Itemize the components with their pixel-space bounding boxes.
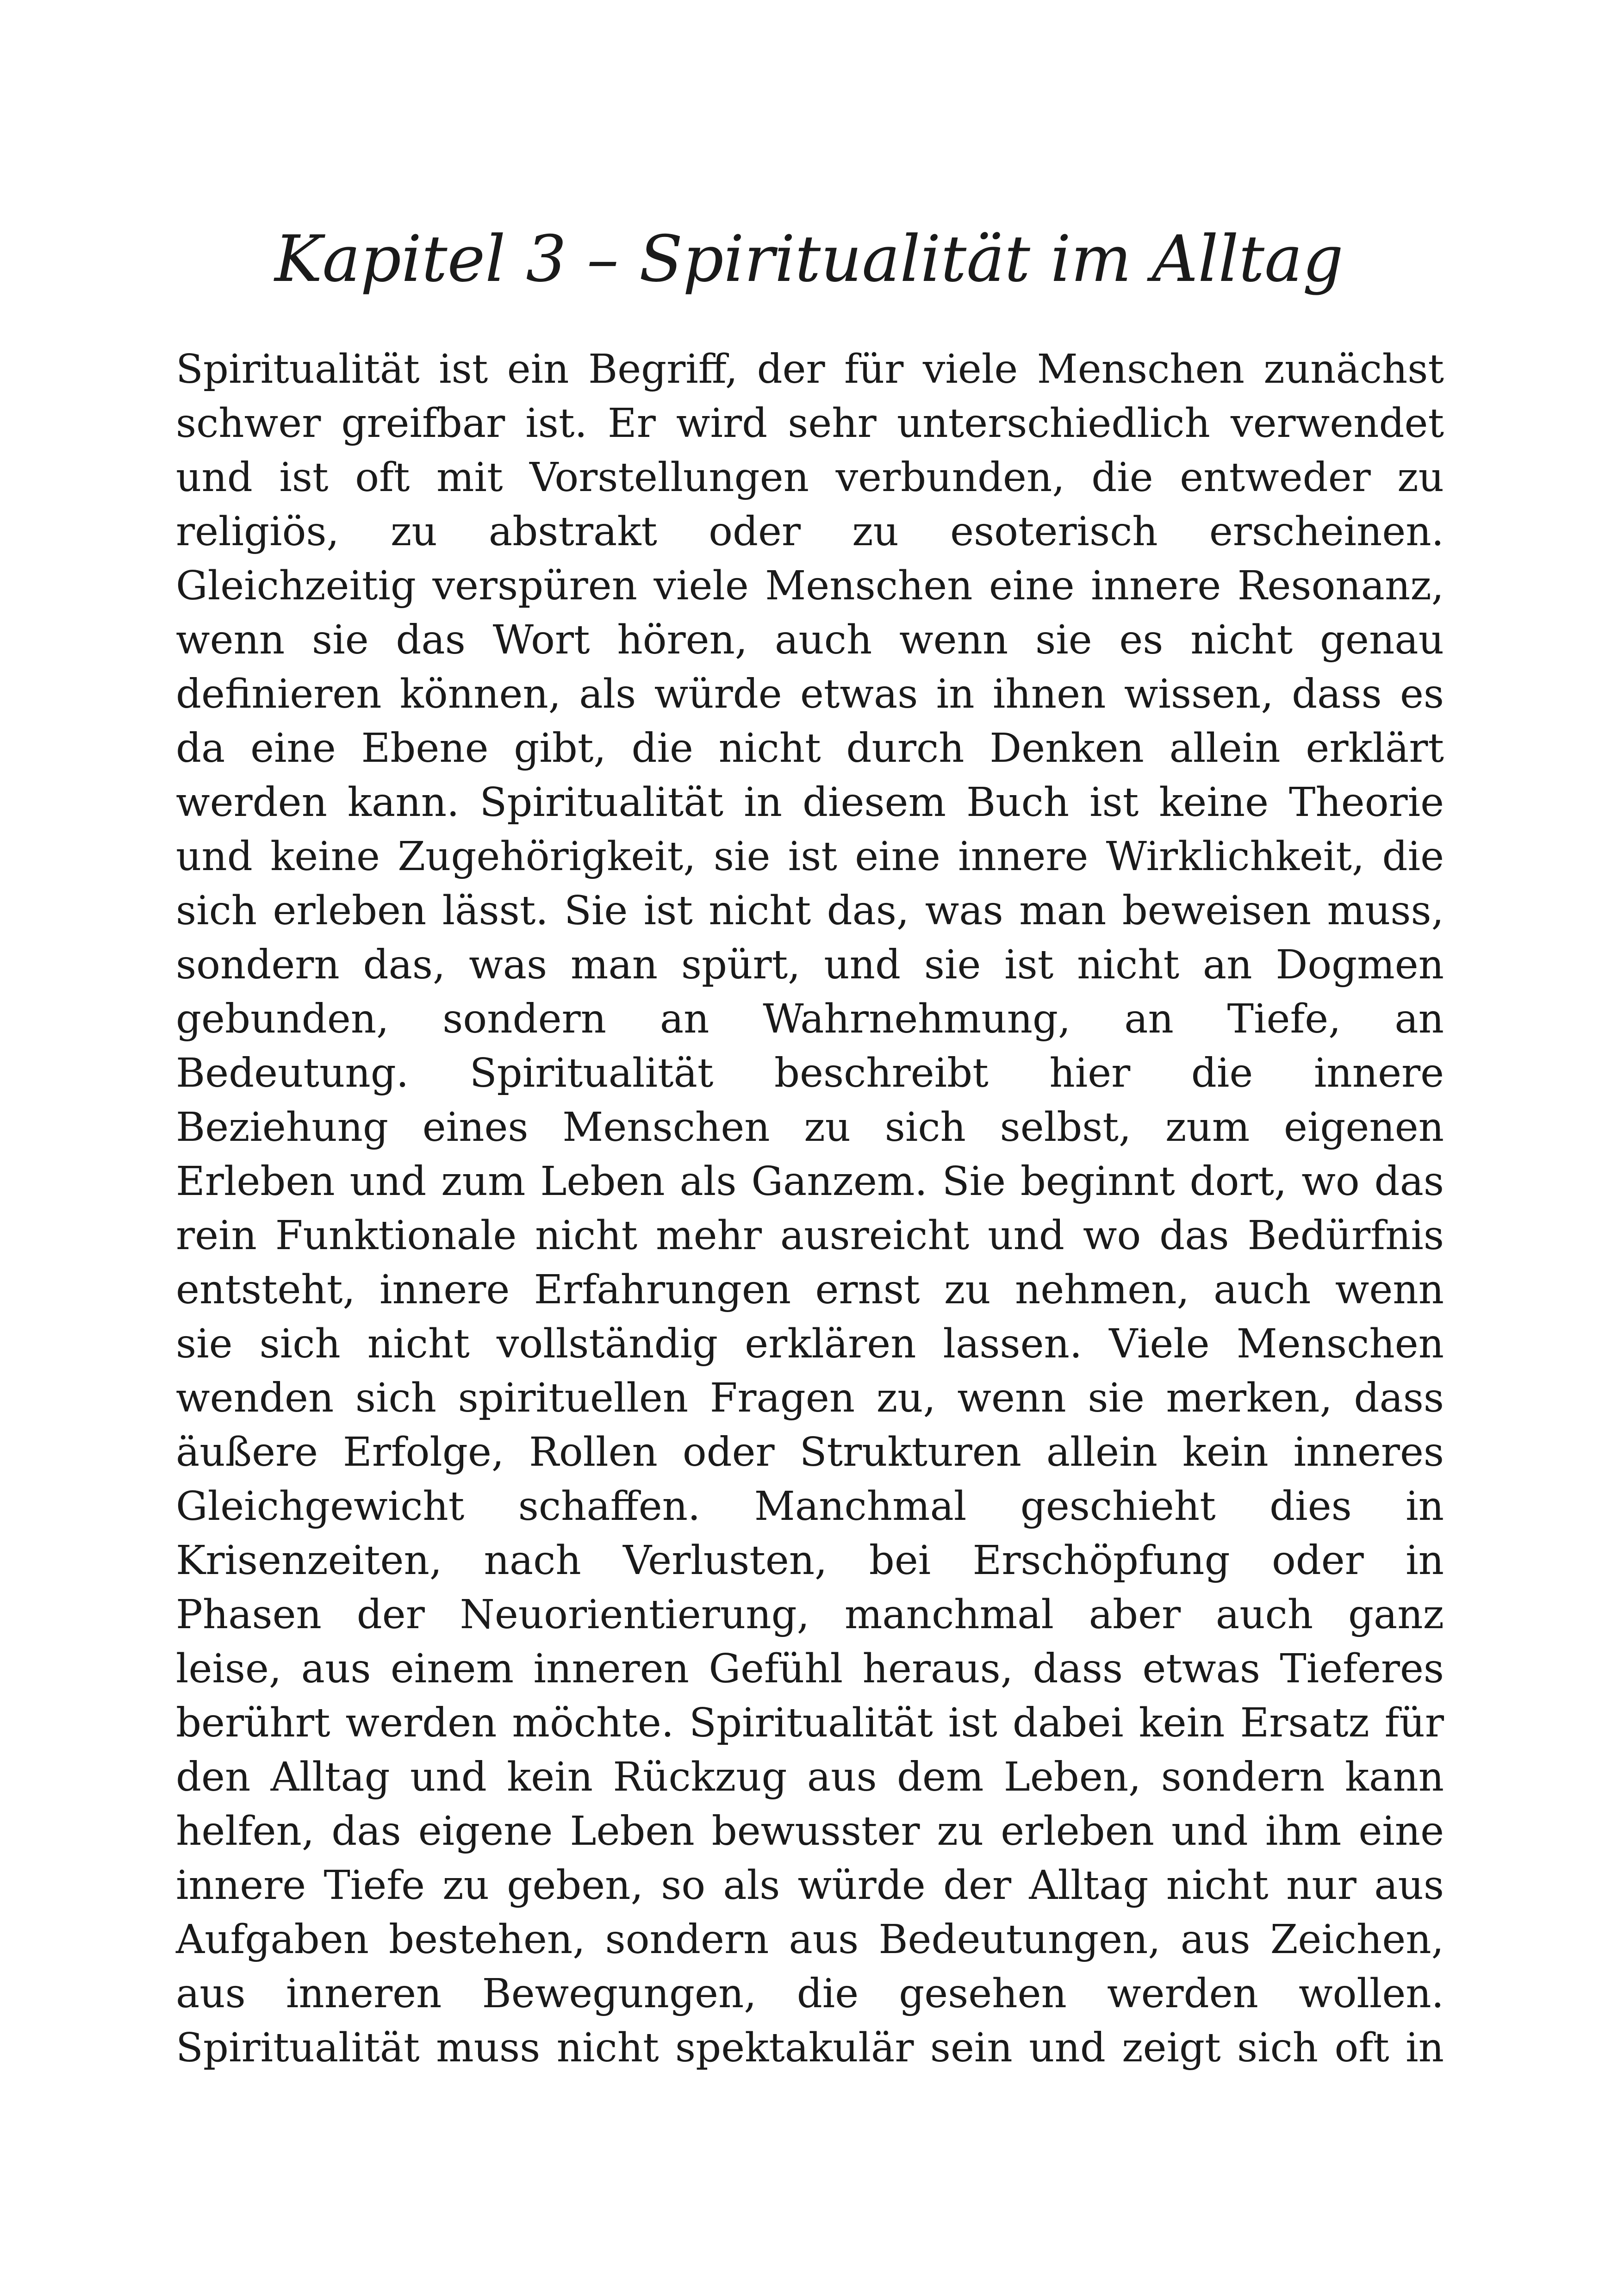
text-line: werden kann. Spiritualität in diesem Buch ist keine Theorie xyxy=(176,779,1444,826)
text-line: rein Funktionale nicht mehr ausreicht und wo das Bedürfnis xyxy=(176,1213,1444,1259)
text-line: Phasen der Neuorientierung, manchmal aber auch ganz xyxy=(176,1592,1444,1638)
text-line: äußere Erfolge, Rollen oder Strukturen allein kein inneres xyxy=(176,1429,1444,1475)
text-line: wenden sich spirituellen Fragen zu, wenn sie merken, dass xyxy=(176,1375,1444,1421)
text-line: aus inneren Bewegungen, die gesehen werden wollen. xyxy=(176,1971,1444,2017)
text-line: Gleichgewicht schaffen. Manchmal geschieht dies in xyxy=(176,1483,1444,1530)
text-line: schwer greifbar ist. Er wird sehr unterschiedlich verwendet xyxy=(176,400,1444,447)
text-line: entsteht, innere Erfahrungen ernst zu nehmen, auch wenn xyxy=(176,1267,1444,1313)
text-line: religiös, zu abstrakt oder zu esoterisch erscheinen. xyxy=(176,509,1444,555)
text-line: und keine Zugehörigkeit, sie ist eine innere Wirklichkeit, die xyxy=(176,834,1444,880)
text-line: helfen, das eigene Leben bewusster zu erleben und ihm eine xyxy=(176,1808,1444,1854)
text-line: Krisenzeiten, nach Verlusten, bei Erschöpfung oder in xyxy=(176,1537,1444,1584)
body-paragraph xyxy=(176,342,1444,2075)
text-line: Erleben und zum Leben als Ganzem. Sie beginnt dort, wo das xyxy=(176,1158,1444,1205)
text-line: leise, aus einem inneren Gefühl heraus, dass etwas Tieferes xyxy=(176,1646,1444,1692)
text-line: da eine Ebene gibt, die nicht durch Denken allein erklärt xyxy=(176,725,1444,772)
chapter-title: Kapitel 3 – Spiritualität im Alltag xyxy=(274,222,1344,296)
text-line: den Alltag und kein Rückzug aus dem Leben, sondern kann xyxy=(176,1754,1444,1800)
text-line: sich erleben lässt. Sie ist nicht das, was man beweisen muss, xyxy=(176,888,1444,934)
text-line: Aufgaben bestehen, sondern aus Bedeutungen, aus Zeichen, xyxy=(176,1916,1444,1963)
text-line: Bedeutung. Spiritualität beschreibt hier die innere xyxy=(176,1050,1444,1096)
text-line: sie sich nicht vollständig erklären lassen. Viele Menschen xyxy=(176,1321,1444,1367)
text-line: definieren können, als würde etwas in ihnen wissen, dass es xyxy=(176,671,1444,717)
text-line: und ist oft mit Vorstellungen verbunden, die entweder zu xyxy=(176,454,1444,501)
text-line: Spiritualität ist ein Begriff, der für viele Menschen zunächst xyxy=(176,346,1444,392)
text-line: berührt werden möchte. Spiritualität ist dabei kein Ersatz für xyxy=(176,1700,1444,1746)
text-line: sondern das, was man spürt, und sie ist nicht an Dogmen xyxy=(176,942,1444,988)
text-line: wenn sie das Wort hören, auch wenn sie es nicht genau xyxy=(176,617,1444,663)
text-line: innere Tiefe zu geben, so als würde der Alltag nicht nur aus xyxy=(176,1862,1444,1909)
text-line: gebunden, sondern an Wahrnehmung, an Tiefe, an xyxy=(176,996,1444,1042)
text-line: Beziehung eines Menschen zu sich selbst, zum eigenen xyxy=(176,1104,1444,1151)
text-line: Gleichzeitig verspüren viele Menschen eine innere Resonanz, xyxy=(176,563,1444,609)
text-line: Spiritualität muss nicht spektakulär sein und zeigt sich oft in xyxy=(176,2025,1444,2071)
